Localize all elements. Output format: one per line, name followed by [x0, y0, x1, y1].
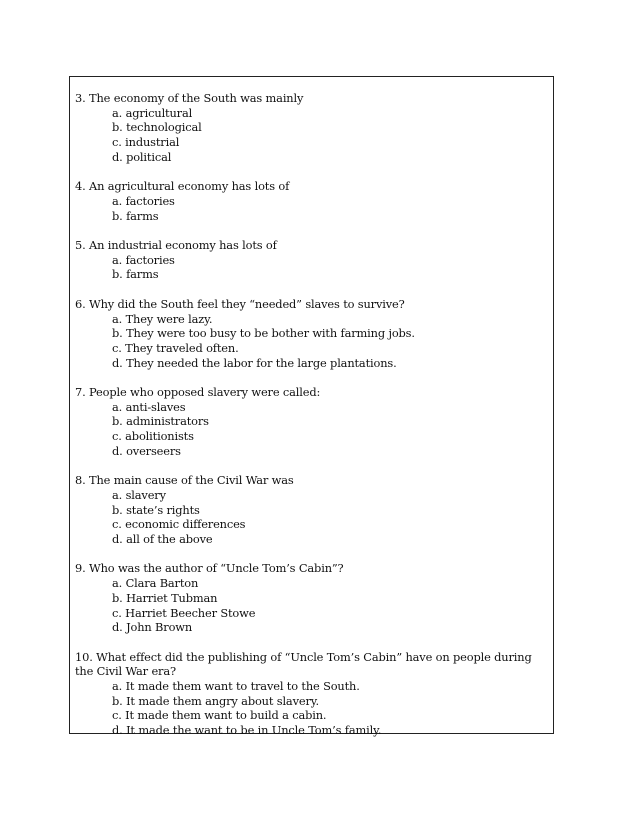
question-8: [75, 473, 553, 547]
answer-options: [75, 576, 553, 635]
question-list: [75, 91, 553, 753]
answer-option-a: a. Clara Barton: [112, 576, 199, 591]
answer-option-a: a. slavery: [112, 487, 166, 502]
question-9: [75, 561, 553, 635]
answer-options: [75, 106, 553, 165]
answer-option-b: b. technological: [112, 120, 202, 135]
answer-option-b: b. Harriet Tubman: [112, 590, 218, 605]
question-10: [75, 650, 553, 738]
answer-option-a: a. factories: [112, 193, 175, 208]
answer-options: [75, 312, 553, 371]
question-7: [75, 385, 553, 459]
answer-option-b: b. farms: [112, 267, 159, 282]
question-text: 7. People who opposed slavery were called:: [75, 385, 321, 399]
answer-option-c: c. They traveled often.: [112, 340, 239, 355]
answer-option-a: a. factories: [112, 252, 175, 267]
answer-option-b: b. state’s rights: [112, 502, 200, 517]
answer-options: [75, 679, 553, 738]
answer-options: [75, 253, 553, 282]
answer-option-d: d. It made the want to be in Uncle Tom’s family.: [112, 723, 382, 738]
question-text: 10. What effect did the publishing of “Uncle Tom’s Cabin” have on people during the Civil War era?: [75, 649, 532, 679]
answer-option-a: a. It made them want to travel to the South.: [112, 679, 360, 694]
question-4: [75, 179, 553, 223]
answer-option-d: d. overseers: [112, 443, 181, 458]
answer-option-d: d. John Brown: [112, 620, 193, 635]
answer-option-c: c. industrial: [112, 135, 180, 150]
question-text: 3. The economy of the South was mainly: [75, 91, 304, 105]
answer-options: [75, 488, 553, 547]
answer-option-a: a. They were lazy.: [112, 311, 213, 326]
question-text: 4. An agricultural economy has lots of: [75, 179, 290, 194]
answer-option-c: c. It made them want to build a cabin.: [112, 708, 327, 723]
answer-option-a: a. anti-slaves: [112, 399, 186, 414]
answer-options: [75, 194, 553, 223]
answer-option-c: c. Harriet Beecher Stowe: [112, 605, 256, 620]
answer-option-d: d. They needed the labor for the large plantations.: [112, 355, 397, 370]
answer-options: [75, 400, 553, 459]
answer-option-d: d. all of the above: [112, 532, 213, 547]
answer-option-c: c. abolitionists: [112, 429, 194, 444]
answer-option-b: b. They were too busy to be bother with farming jobs.: [112, 326, 415, 341]
answer-option-d: d. political: [112, 149, 172, 164]
answer-option-b: b. It made them angry about slavery.: [112, 693, 319, 708]
question-text: 9. Who was the author of “Uncle Tom’s Cabin”?: [75, 561, 344, 576]
answer-option-b: b. administrators: [112, 414, 209, 429]
answer-option-b: b. farms: [112, 208, 159, 223]
question-text: 6. Why did the South feel they “needed” slaves to survive?: [75, 296, 405, 311]
question-text: 8. The main cause of the Civil War was: [75, 473, 294, 488]
question-5: [75, 238, 553, 282]
answer-option-c: c. economic differences: [112, 517, 246, 532]
question-6: [75, 297, 553, 371]
question-text: 5. An industrial economy has lots of: [75, 238, 277, 252]
question-3: [75, 91, 553, 165]
answer-option-a: a. agricultural: [112, 105, 193, 120]
